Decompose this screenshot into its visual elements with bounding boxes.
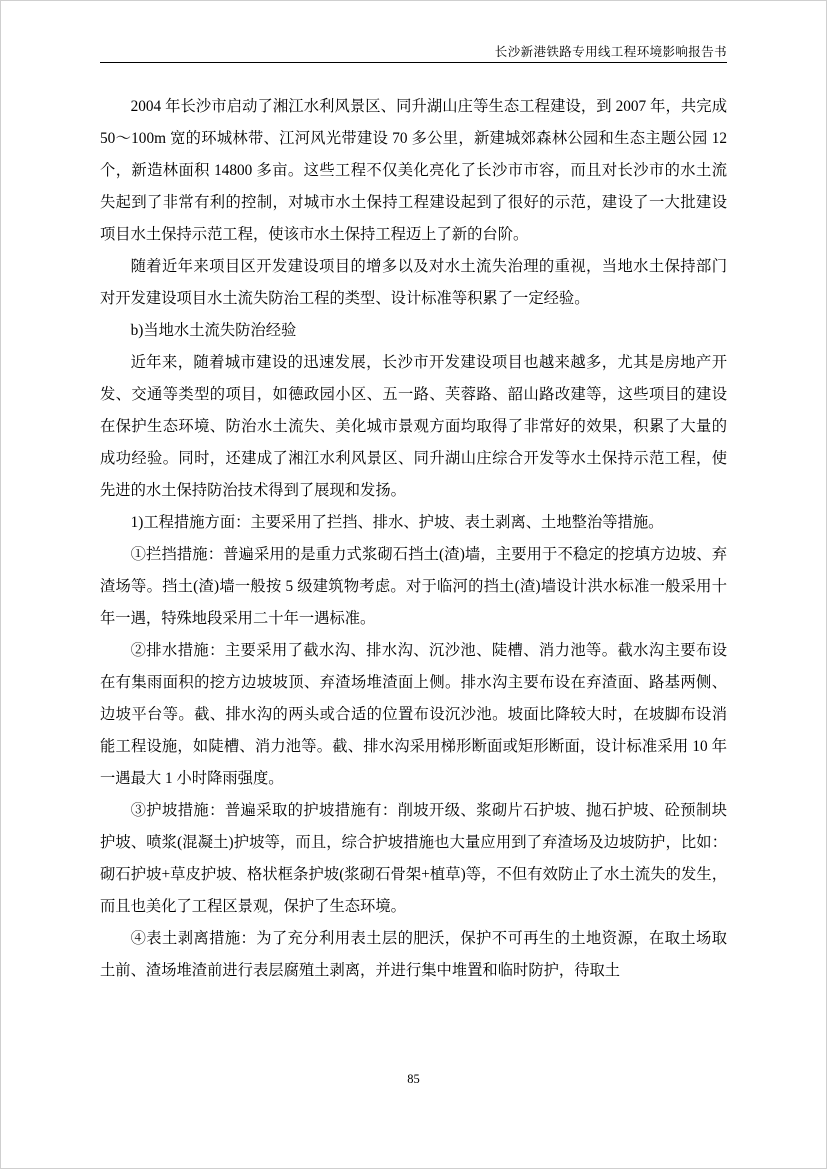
header-title: 长沙新港铁路专用线工程环境影响报告书 (494, 45, 727, 59)
paragraph: b)当地水土流失防治经验 (130, 322, 297, 339)
paragraph: ③护坡措施：普遍采取的护坡措施有：削坡开级、浆砌片石护坡、抛石护坡、砼预制块护坡、喷浆(混凝土)护坡等，而且，综合护坡措施也大量应用到了弃渣场及边坡防护，比如：砌石护坡+草皮护坡、格状框条护坡(浆砌石骨架+植草)等，不但有效防止了水土流失的发生，而且也美化了工程区景观，保护了生态环境。 (100, 802, 727, 915)
page-header (100, 42, 727, 69)
paragraph: 1)工程措施方面：主要采用了拦挡、排水、护坡、表土剥离、土地整治等措施。 (130, 514, 664, 531)
paragraph: ④表土剥离措施：为了充分利用表土层的肥沃，保护不可再生的土地资源，在取土场取土前、渣场堆渣前进行表层腐殖土剥离，并进行集中堆置和临时防护，待取土 (100, 930, 727, 979)
body-text (100, 91, 727, 987)
paragraph: ②排水措施：主要采用了截水沟、排水沟、沉沙池、陡槽、消力池等。截水沟主要布设在有集雨面积的挖方边坡坡顶、弃渣场堆渣面上侧。排水沟主要布设在弃渣面、路基两侧、边坡平台等。截、排水沟的两头或合适的位置布设沉沙池。坡面比降较大时，在坡脚布设消能工程设施，如陡槽、消力池等。截、排水沟采用梯形断面或矩形断面，设计标准采用 10 年一遇最大 1 小时降雨强度。 (100, 642, 727, 787)
paragraph: 近年来，随着城市建设的迅速发展，长沙市开发建设项目也越来越多，尤其是房地产开发、交通等类型的项目，如德政园小区、五一路、芙蓉路、韶山路改建等，这些项目的建设在保护生态环境、防治水土流失、美化城市景观方面均取得了非常好的效果，积累了大量的成功经验。同时，还建成了湘江水利风景区、同升湖山庄综合开发等水土保持示范工程，使先进的水土保持防治技术得到了展现和发扬。 (100, 354, 727, 499)
page-content (100, 42, 727, 1107)
paragraph: 随着近年来项目区开发建设项目的增多以及对水土流失治理的重视，当地水土保持部门对开发建设项目水土流失防治工程的类型、设计标准等积累了一定经验。 (100, 258, 727, 307)
page-footer (100, 1072, 727, 1087)
header-divider (100, 62, 727, 63)
page-number: 85 (407, 1072, 420, 1086)
paragraph: 2004 年长沙市启动了湘江水利风景区、同升湖山庄等生态工程建设，到 2007 年，共完成 50～100m 宽的环城林带、江河风光带建设 70 多公里，新建城郊森林公园和生态主题公园 12 个，新造林面积 14800 多亩。这些工程不仅美化亮化了长沙市市容，而且对长沙市的水土流失起到了非常有利的控制，对城市水土保持工程建设起到了很好的示范，建设了一大批建设项目水土保持示范工程，使该市水土保持工程迈上了新的台阶。 (100, 98, 727, 243)
paragraph: ①拦挡措施：普遍采用的是重力式浆砌石挡土(渣)墙，主要用于不稳定的挖填方边坡、弃渣场等。挡土(渣)墙一般按 5 级建筑物考虑。对于临河的挡土(渣)墙设计洪水标准一般采用十年一遇，特殊地段采用二十年一遇标准。 (100, 546, 727, 627)
